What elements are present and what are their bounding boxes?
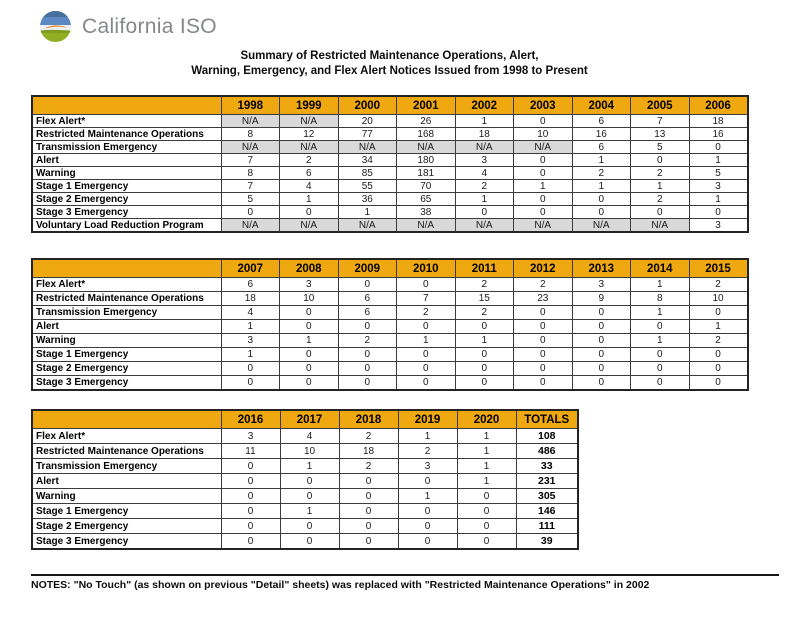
cell-value: 10 (514, 128, 573, 141)
cell-value: 2 (631, 193, 690, 206)
cell-value: N/A (514, 219, 573, 233)
cell-value: 0 (338, 278, 397, 292)
cell-value: 0 (221, 376, 280, 391)
cell-value: 6 (338, 292, 397, 306)
table-row (32, 141, 748, 154)
cell-value: 0 (572, 320, 631, 334)
row-label: Alert (32, 154, 221, 167)
table-row (32, 193, 748, 206)
cell-value: 0 (338, 320, 397, 334)
cell-value: 0 (221, 534, 280, 550)
row-label: Stage 3 Emergency (32, 534, 221, 550)
row-label: Restricted Maintenance Operations (32, 292, 221, 306)
cell-value: N/A (221, 115, 280, 128)
cell-value: 7 (221, 180, 280, 193)
row-label: Stage 2 Emergency (32, 519, 221, 534)
cell-value: 0 (221, 206, 280, 219)
caiso-logo-text: California ISO (82, 14, 217, 38)
cell-value: 180 (397, 154, 456, 167)
cell-value: N/A (514, 141, 573, 154)
table-row (32, 320, 748, 334)
year-column-header: 2005 (631, 96, 690, 115)
year-column-header: 2002 (455, 96, 514, 115)
cell-value: 3 (572, 278, 631, 292)
cell-value: 0 (572, 206, 631, 219)
cell-value: 1 (572, 180, 631, 193)
cell-value: 0 (221, 459, 280, 474)
cell-value: 10 (280, 444, 339, 459)
cell-value: 0 (457, 534, 516, 550)
cell-value: 2 (514, 278, 573, 292)
cell-value: 10 (689, 292, 748, 306)
cell-value: 2 (572, 167, 631, 180)
cell-value: 1 (221, 348, 280, 362)
cell-value: 0 (572, 334, 631, 348)
cell-value: N/A (221, 141, 280, 154)
cell-value: 1 (631, 306, 690, 320)
cell-value: 2 (455, 180, 514, 193)
year-column-header: 1998 (221, 96, 280, 115)
row-label: Stage 2 Emergency (32, 362, 221, 376)
cell-value: 0 (631, 376, 690, 391)
cell-value: 0 (457, 519, 516, 534)
table-row (32, 278, 748, 292)
cell-value: 55 (338, 180, 397, 193)
cell-value: N/A (280, 219, 339, 233)
cell-value: 1 (221, 320, 280, 334)
row-label: Warning (32, 489, 221, 504)
total-cell-value: 486 (516, 444, 578, 459)
cell-value: 0 (280, 519, 339, 534)
cell-value: 0 (397, 278, 456, 292)
total-cell-value: 39 (516, 534, 578, 550)
cell-value: 0 (572, 362, 631, 376)
row-label: Warning (32, 334, 221, 348)
notices-table-1998-2006 (31, 95, 749, 233)
cell-value: 2 (280, 154, 339, 167)
cell-value: 0 (457, 489, 516, 504)
cell-value: 0 (280, 534, 339, 550)
cell-value: 0 (398, 474, 457, 489)
caiso-globe-icon (40, 11, 71, 42)
cell-value: 0 (397, 320, 456, 334)
cell-value: N/A (631, 219, 690, 233)
cell-value: 0 (631, 348, 690, 362)
row-label: Flex Alert* (32, 278, 221, 292)
cell-value: 3 (689, 219, 748, 233)
cell-value: 2 (689, 278, 748, 292)
table-row (32, 128, 748, 141)
cell-value: 1 (457, 474, 516, 489)
row-label: Transmission Emergency (32, 459, 221, 474)
total-cell-value: 146 (516, 504, 578, 519)
cell-value: 5 (631, 141, 690, 154)
cell-value: 0 (221, 489, 280, 504)
cell-value: 38 (397, 206, 456, 219)
cell-value: 10 (280, 292, 339, 306)
cell-value: 0 (689, 206, 748, 219)
cell-value: 0 (280, 206, 339, 219)
cell-value: 0 (221, 474, 280, 489)
cell-value: 7 (397, 292, 456, 306)
cell-value: 0 (514, 306, 573, 320)
year-column-header: 2004 (572, 96, 631, 115)
cell-value: 0 (514, 193, 573, 206)
table-row (32, 306, 748, 320)
cell-value: 8 (221, 167, 280, 180)
table-row (32, 429, 578, 444)
cell-value: 16 (572, 128, 631, 141)
cell-value: 1 (457, 459, 516, 474)
cell-value: 9 (572, 292, 631, 306)
row-label: Alert (32, 474, 221, 489)
cell-value: 3 (221, 334, 280, 348)
cell-value: 1 (631, 334, 690, 348)
cell-value: 0 (339, 489, 398, 504)
cell-value: 18 (221, 292, 280, 306)
table-row (32, 459, 578, 474)
cell-value: 18 (455, 128, 514, 141)
cell-value: 0 (338, 362, 397, 376)
cell-value: 0 (455, 376, 514, 391)
cell-value: 0 (280, 489, 339, 504)
title-line-2: Warning, Emergency, and Flex Alert Notices Issued from 1998 to Present (191, 65, 588, 77)
row-label: Flex Alert* (32, 429, 221, 444)
cell-value: 1 (689, 193, 748, 206)
total-cell-value: 231 (516, 474, 578, 489)
table-row (32, 292, 748, 306)
cell-value: 0 (455, 348, 514, 362)
row-label: Stage 1 Emergency (32, 348, 221, 362)
cell-value: 4 (280, 180, 339, 193)
cell-value: 0 (280, 474, 339, 489)
year-column-header: 2012 (514, 259, 573, 278)
row-label: Alert (32, 320, 221, 334)
cell-value: 7 (631, 115, 690, 128)
year-column-header: 2016 (221, 410, 280, 429)
row-label: Transmission Emergency (32, 306, 221, 320)
cell-value: 1 (338, 206, 397, 219)
cell-value: 2 (397, 306, 456, 320)
cell-value: 0 (221, 362, 280, 376)
total-cell-value: 33 (516, 459, 578, 474)
cell-value: 0 (631, 362, 690, 376)
row-label: Stage 3 Emergency (32, 206, 221, 219)
year-column-header: 2009 (338, 259, 397, 278)
cell-value: 0 (398, 504, 457, 519)
cell-value: 4 (280, 429, 339, 444)
cell-value: 0 (339, 519, 398, 534)
cell-value: 1 (398, 429, 457, 444)
row-label: Restricted Maintenance Operations (32, 444, 221, 459)
total-cell-value: 108 (516, 429, 578, 444)
cell-value: 2 (339, 429, 398, 444)
cell-value: 8 (221, 128, 280, 141)
year-column-header: 2007 (221, 259, 280, 278)
cell-value: 0 (280, 376, 339, 391)
cell-value: 6 (572, 115, 631, 128)
cell-value: 0 (689, 376, 748, 391)
cell-value: 15 (455, 292, 514, 306)
cell-value: 1 (689, 320, 748, 334)
year-column-header: 2010 (397, 259, 456, 278)
cell-value: 2 (455, 306, 514, 320)
cell-value: 6 (338, 306, 397, 320)
cell-value: 23 (514, 292, 573, 306)
cell-value: 0 (514, 154, 573, 167)
title-line-1: Summary of Restricted Maintenance Operations, Alert, (240, 50, 539, 62)
cell-value: 0 (397, 362, 456, 376)
table-row (32, 444, 578, 459)
year-column-header: 2006 (689, 96, 748, 115)
cell-value: 0 (689, 362, 748, 376)
table-row (32, 362, 748, 376)
cell-value: 3 (221, 429, 280, 444)
table-row (32, 489, 578, 504)
cell-value: 0 (280, 362, 339, 376)
row-label: Transmission Emergency (32, 141, 221, 154)
year-column-header: 2015 (689, 259, 748, 278)
table-row (32, 115, 748, 128)
cell-value: 1 (631, 278, 690, 292)
table-row (32, 334, 748, 348)
year-column-header: 2017 (280, 410, 339, 429)
cell-value: 5 (689, 167, 748, 180)
cell-value: 1 (280, 504, 339, 519)
cell-value: 0 (572, 376, 631, 391)
cell-value: 70 (397, 180, 456, 193)
cell-value: 18 (689, 115, 748, 128)
cell-value: 13 (631, 128, 690, 141)
cell-value: 0 (455, 320, 514, 334)
table-row (32, 167, 748, 180)
table-row (32, 206, 748, 219)
table-row (32, 348, 748, 362)
cell-value: 6 (221, 278, 280, 292)
cell-value: 0 (631, 320, 690, 334)
row-label: Stage 1 Emergency (32, 180, 221, 193)
table-row (32, 474, 578, 489)
table-row (32, 180, 748, 193)
row-label: Flex Alert* (32, 115, 221, 128)
cell-value: 20 (338, 115, 397, 128)
cell-value: 3 (689, 180, 748, 193)
cell-value: 0 (514, 376, 573, 391)
cell-value: 0 (514, 206, 573, 219)
cell-value: 0 (572, 348, 631, 362)
table-row (32, 219, 748, 233)
cell-value: 85 (338, 167, 397, 180)
year-column-header: 2001 (397, 96, 456, 115)
row-label: Stage 3 Emergency (32, 376, 221, 391)
cell-value: 8 (631, 292, 690, 306)
cell-value: 0 (338, 348, 397, 362)
cell-value: 0 (514, 348, 573, 362)
year-column-header: 1999 (280, 96, 339, 115)
cell-value: 1 (398, 489, 457, 504)
notes-line: NOTES: "No Touch" (as shown on previous "Detail" sheets) was replaced with "Restricted Maintenance Operations" in 2002 (31, 574, 779, 591)
row-label: Restricted Maintenance Operations (32, 128, 221, 141)
cell-value: 4 (455, 167, 514, 180)
cell-value: 1 (514, 180, 573, 193)
cell-value: 0 (339, 534, 398, 550)
table-row (32, 504, 578, 519)
cell-value: 1 (280, 334, 339, 348)
cell-value: 0 (280, 306, 339, 320)
cell-value: 0 (280, 320, 339, 334)
cell-value: 0 (339, 474, 398, 489)
row-label: Warning (32, 167, 221, 180)
cell-value: N/A (338, 219, 397, 233)
cell-value: N/A (455, 219, 514, 233)
cell-value: 0 (280, 348, 339, 362)
cell-value: 1 (397, 334, 456, 348)
cell-value: 181 (397, 167, 456, 180)
cell-value: 2 (338, 334, 397, 348)
cell-value: 0 (572, 193, 631, 206)
cell-value: 6 (572, 141, 631, 154)
cell-value: N/A (455, 141, 514, 154)
cell-value: 0 (514, 362, 573, 376)
row-label: Stage 2 Emergency (32, 193, 221, 206)
cell-value: 0 (689, 306, 748, 320)
cell-value: 5 (221, 193, 280, 206)
cell-value: 0 (572, 306, 631, 320)
cell-value: 0 (397, 376, 456, 391)
table-row (32, 154, 748, 167)
row-label: Stage 1 Emergency (32, 504, 221, 519)
cell-value: N/A (572, 219, 631, 233)
cell-value: 2 (689, 334, 748, 348)
caiso-logo (40, 11, 217, 42)
totals-column-header: TOTALS (516, 410, 578, 429)
row-label: Voluntary Load Reduction Program (32, 219, 221, 233)
cell-value: 1 (457, 444, 516, 459)
cell-value: 2 (339, 459, 398, 474)
year-column-header: 2018 (339, 410, 398, 429)
cell-value: 6 (280, 167, 339, 180)
cell-value: 4 (221, 306, 280, 320)
cell-value: 1 (457, 429, 516, 444)
cell-value: 16 (689, 128, 748, 141)
document-title (31, 49, 748, 79)
cell-value: 0 (398, 534, 457, 550)
cell-value: 0 (514, 320, 573, 334)
cell-value: 0 (455, 206, 514, 219)
cell-value: 0 (631, 206, 690, 219)
notices-table-2007-2015 (31, 258, 749, 391)
cell-value: 1 (455, 193, 514, 206)
cell-value: 0 (631, 154, 690, 167)
cell-value: 0 (338, 376, 397, 391)
cell-value: 18 (339, 444, 398, 459)
cell-value: 3 (280, 278, 339, 292)
table-row (32, 519, 578, 534)
cell-value: N/A (338, 141, 397, 154)
cell-value: 0 (514, 334, 573, 348)
cell-value: N/A (397, 141, 456, 154)
cell-value: N/A (280, 115, 339, 128)
year-column-header: 2019 (398, 410, 457, 429)
cell-value: 1 (280, 193, 339, 206)
cell-value: 34 (338, 154, 397, 167)
cell-value: 1 (455, 115, 514, 128)
cell-value: 26 (397, 115, 456, 128)
cell-value: 0 (221, 519, 280, 534)
total-cell-value: 305 (516, 489, 578, 504)
cell-value: 65 (397, 193, 456, 206)
cell-value: 0 (457, 504, 516, 519)
cell-value: 3 (455, 154, 514, 167)
cell-value: 1 (631, 180, 690, 193)
year-column-header: 2020 (457, 410, 516, 429)
year-column-header: 2011 (455, 259, 514, 278)
table-row (32, 534, 578, 550)
year-column-header: 2013 (572, 259, 631, 278)
total-cell-value: 111 (516, 519, 578, 534)
year-column-header: 2000 (338, 96, 397, 115)
cell-value: 36 (338, 193, 397, 206)
cell-value: N/A (280, 141, 339, 154)
cell-value: 1 (689, 154, 748, 167)
cell-value: 0 (514, 115, 573, 128)
cell-value: 0 (514, 167, 573, 180)
blank-header-cell (32, 410, 221, 429)
year-column-header: 2003 (514, 96, 573, 115)
notices-table-2016-2020-totals (31, 409, 579, 550)
year-column-header: 2014 (631, 259, 690, 278)
cell-value: 1 (455, 334, 514, 348)
cell-value: 0 (397, 348, 456, 362)
cell-value: 77 (338, 128, 397, 141)
cell-value: N/A (397, 219, 456, 233)
table-row (32, 376, 748, 391)
cell-value: 0 (689, 141, 748, 154)
cell-value: 2 (631, 167, 690, 180)
cell-value: 0 (221, 504, 280, 519)
cell-value: 1 (572, 154, 631, 167)
cell-value: 0 (455, 362, 514, 376)
year-column-header: 2008 (280, 259, 339, 278)
cell-value: 0 (689, 348, 748, 362)
cell-value: 3 (398, 459, 457, 474)
blank-header-cell (32, 259, 221, 278)
cell-value: N/A (221, 219, 280, 233)
cell-value: 12 (280, 128, 339, 141)
cell-value: 2 (455, 278, 514, 292)
cell-value: 7 (221, 154, 280, 167)
cell-value: 1 (280, 459, 339, 474)
blank-header-cell (32, 96, 221, 115)
cell-value: 11 (221, 444, 280, 459)
cell-value: 168 (397, 128, 456, 141)
cell-value: 0 (339, 504, 398, 519)
cell-value: 0 (398, 519, 457, 534)
cell-value: 2 (398, 444, 457, 459)
